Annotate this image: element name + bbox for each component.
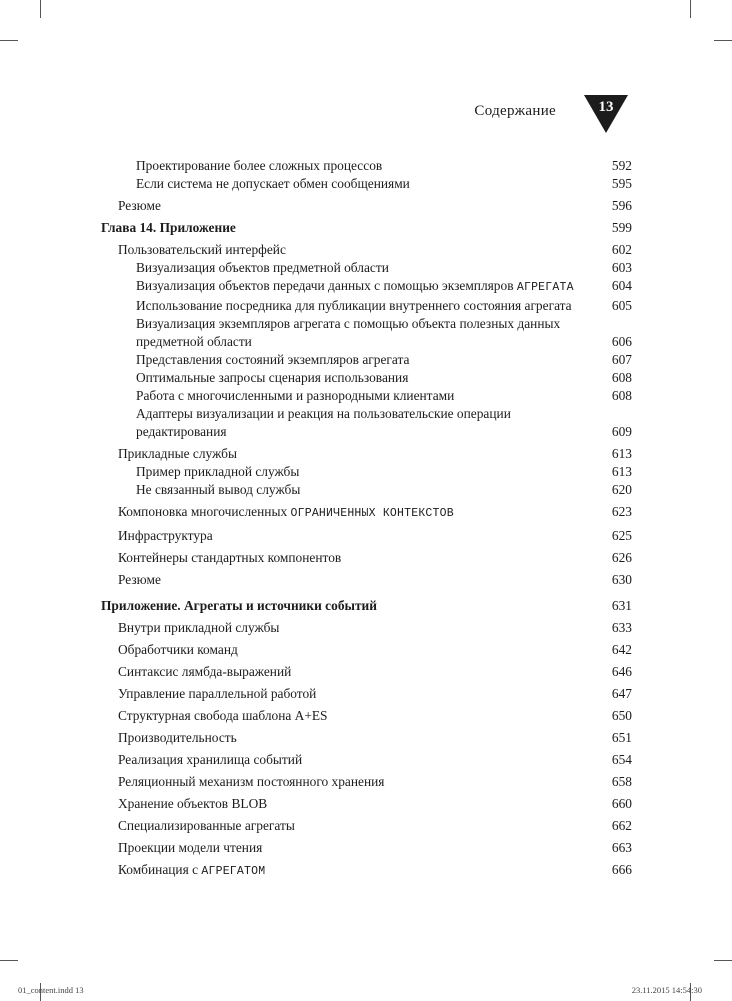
toc-entry[interactable]	[101, 297, 632, 315]
toc-entry-title: Обработчики команд	[118, 642, 238, 657]
toc-entry-title: Внутри прикладной службы	[118, 620, 280, 635]
toc-entry[interactable]	[101, 315, 632, 351]
toc-entry-page: 658	[611, 774, 632, 789]
toc-entry-title: Пример прикладной службы	[136, 464, 300, 479]
toc-entry-title-text: Визуализация объектов передачи данных с помощью экземпляров	[136, 278, 517, 293]
toc-entry[interactable]	[101, 619, 632, 637]
toc-entry-title: Управление параллельной работой	[118, 686, 317, 701]
toc-entry-title: Реляционный механизм постоянного хранения	[118, 774, 385, 789]
toc-entry[interactable]	[101, 729, 632, 747]
toc-entry-title: Пользовательский интерфейс	[118, 242, 286, 257]
toc-entry-page: 620	[611, 482, 632, 497]
toc-chapter-title: Глава 14. Приложение	[101, 220, 236, 235]
toc-entry-page: 633	[611, 620, 632, 635]
toc-entry[interactable]	[101, 839, 632, 857]
toc-entry-title: Производительность	[118, 730, 237, 745]
toc-entry-page: 654	[611, 752, 632, 767]
toc-entry-title: Работа с многочисленными и разнородными клиентами	[136, 388, 455, 403]
toc-entry-title: Использование посредника для публикации внутреннего состояния агрегата	[136, 298, 572, 313]
toc-entry-page: 625	[611, 528, 632, 543]
toc-entry-page: 642	[611, 642, 632, 657]
toc-entry[interactable]	[101, 351, 632, 369]
toc-entry-title: Если система не допускает обмен сообщениями	[136, 176, 410, 191]
toc-entry-page: 608	[611, 370, 632, 385]
toc-entry[interactable]	[101, 641, 632, 659]
toc-entry-title: Резюме	[118, 572, 161, 587]
toc-entry[interactable]	[101, 773, 632, 791]
toc-entry-page: 660	[611, 796, 632, 811]
toc-entry[interactable]	[101, 549, 632, 567]
toc-chapter-title: Приложение. Агрегаты и источники событий	[101, 598, 377, 613]
crop-mark	[690, 0, 691, 18]
toc-entry-page: 650	[611, 708, 632, 723]
toc-chapter-page: 599	[611, 220, 632, 235]
toc-entry-page: 596	[611, 198, 632, 213]
toc-entry-title-text: Комбинация с	[118, 862, 202, 877]
toc-entry[interactable]	[101, 861, 632, 881]
toc-chapter[interactable]	[101, 597, 632, 615]
toc-entry[interactable]	[101, 527, 632, 545]
toc-entry-title-smallcaps: АГРЕГАТОМ	[201, 865, 266, 878]
toc-entry-page: 662	[611, 818, 632, 833]
toc-entry[interactable]	[101, 157, 632, 175]
toc-chapter[interactable]	[101, 219, 632, 237]
toc-entry-title: Оптимальные запросы сценария использования	[136, 370, 409, 385]
toc-entry-title	[118, 503, 454, 523]
toc-entry[interactable]	[101, 387, 632, 405]
toc-entry-title: Не связанный вывод службы	[136, 482, 301, 497]
crop-mark	[714, 960, 732, 961]
crop-mark	[0, 960, 18, 961]
toc-entry-title: Прикладные службы	[118, 446, 237, 461]
toc-entry-page: 595	[611, 176, 632, 191]
toc-entry-title: Представления состояний экземпляров агрегата	[136, 352, 410, 367]
toc-entry[interactable]	[101, 369, 632, 387]
toc-entry[interactable]	[101, 571, 632, 589]
toc-entry[interactable]	[101, 277, 632, 297]
toc-entry[interactable]	[101, 241, 632, 259]
print-file-info: 01_content.indd 13	[18, 985, 84, 995]
toc-entry[interactable]	[101, 503, 632, 523]
toc-entry-title	[136, 277, 574, 297]
toc-entry-page: 651	[611, 730, 632, 745]
toc-entry[interactable]	[101, 445, 632, 463]
toc-entry-page: 592	[611, 158, 632, 173]
toc-entry-page: 603	[611, 260, 632, 275]
toc-entry-title: Резюме	[118, 198, 161, 213]
toc-entry-page: 646	[611, 664, 632, 679]
toc-entry-title: Проектирование более сложных процессов	[136, 158, 383, 173]
toc-entry[interactable]	[101, 405, 632, 441]
toc-entry-page: 613	[611, 464, 632, 479]
toc-entry[interactable]	[101, 817, 632, 835]
toc-entry-title: Визуализация объектов предметной области	[136, 260, 389, 275]
toc-entry-title-smallcaps: АГРЕГАТА	[516, 281, 574, 294]
toc-entry-page: 604	[611, 278, 632, 293]
toc-entry-title-text: Компоновка многочисленных	[118, 504, 291, 519]
toc-entry[interactable]	[101, 481, 632, 499]
toc-entry[interactable]	[101, 663, 632, 681]
toc-entry-page: 609	[611, 424, 632, 439]
toc-entry-page: 608	[611, 388, 632, 403]
toc-entry-page: 602	[611, 242, 632, 257]
page-number-marker	[584, 95, 640, 133]
toc-entry-page: 607	[611, 352, 632, 367]
toc-entry-title: Структурная свобода шаблона A+ES	[118, 708, 328, 723]
toc-entry-page: 666	[611, 862, 632, 877]
toc-entry-title: Реализация хранилища событий	[118, 752, 303, 767]
toc-entry-title: Контейнеры стандартных компонентов	[118, 550, 342, 565]
toc-entry-page: 647	[611, 686, 632, 701]
running-title: Содержание	[474, 103, 556, 119]
crop-mark	[40, 0, 41, 18]
toc-entry[interactable]	[101, 197, 632, 215]
toc-entry[interactable]	[101, 175, 632, 193]
toc-entry-page: 630	[611, 572, 632, 587]
toc-entry-title: Специализированные агрегаты	[118, 818, 295, 833]
toc-chapter-page: 631	[611, 598, 632, 613]
toc-entry-page: 606	[611, 334, 632, 349]
table-of-contents	[101, 157, 632, 881]
toc-entry-title-smallcaps: ОГРАНИЧЕННЫХ КОНТЕКСТОВ	[290, 507, 454, 520]
toc-entry-page: 626	[611, 550, 632, 565]
toc-entry[interactable]	[101, 463, 632, 481]
toc-entry-title: Хранение объектов BLOB	[118, 796, 268, 811]
toc-entry[interactable]	[101, 707, 632, 725]
toc-entry-page: 623	[611, 504, 632, 519]
toc-entry[interactable]	[101, 795, 632, 813]
toc-entry-title: Проекции модели чтения	[118, 840, 263, 855]
toc-entry-title: Визуализация экземпляров агрегата с помощью объекта полезных данных предметной области	[136, 316, 561, 349]
toc-entry[interactable]	[101, 685, 632, 703]
crop-mark	[0, 40, 18, 41]
toc-entry-title	[118, 861, 265, 881]
toc-entry-page: 613	[611, 446, 632, 461]
toc-entry-title: Адаптеры визуализации и реакция на пользовательские операции редактирования	[136, 406, 511, 439]
toc-entry-title: Инфраструктура	[118, 528, 213, 543]
toc-entry[interactable]	[101, 259, 632, 277]
print-timestamp: 23.11.2015 14:54:30	[631, 985, 702, 995]
toc-entry-title: Синтаксис лямбда-выражений	[118, 664, 292, 679]
toc-entry-page: 663	[611, 840, 632, 855]
crop-mark	[714, 40, 732, 41]
page-number: 13	[598, 99, 614, 115]
toc-entry[interactable]	[101, 751, 632, 769]
toc-entry-page: 605	[611, 298, 632, 313]
